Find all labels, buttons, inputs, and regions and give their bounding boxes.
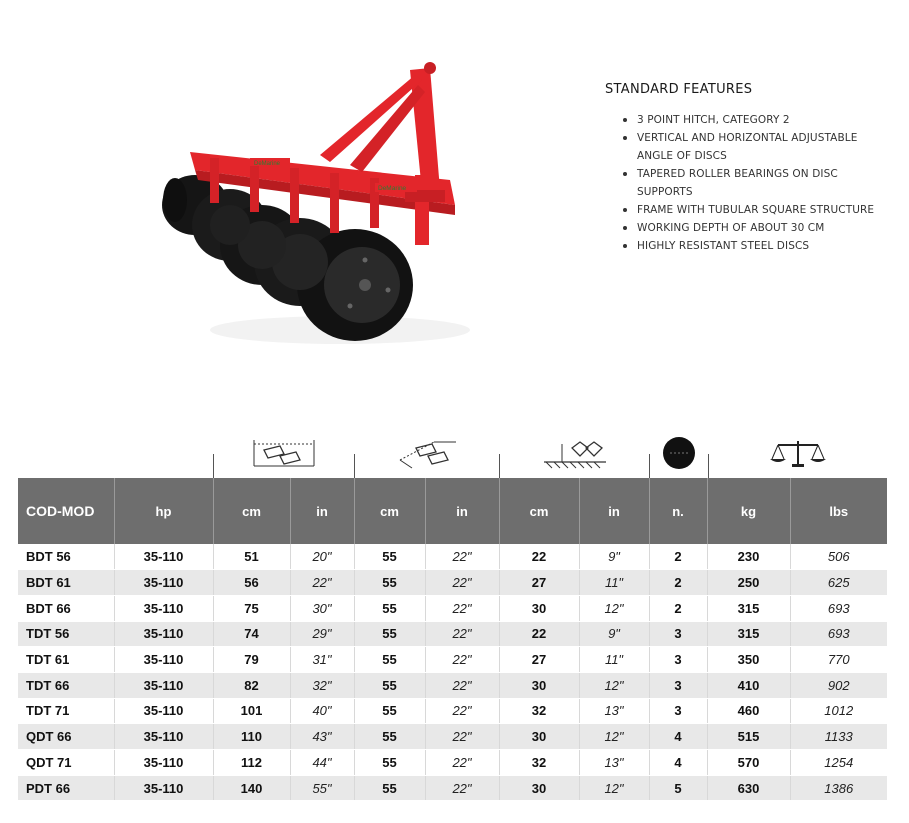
table-cell: 22" <box>425 775 499 801</box>
table-cell: 79 <box>213 647 290 673</box>
table-row <box>18 544 887 570</box>
column-header: cm <box>354 478 425 544</box>
table-cell: 12" <box>579 672 649 698</box>
model-code-cell: BDT 61 <box>18 570 114 596</box>
table-cell: 250 <box>707 570 790 596</box>
table-cell: 515 <box>707 724 790 750</box>
feature-item: HIGHLY RESISTANT STEEL DISCS <box>623 237 895 255</box>
working-depth-icon <box>500 428 649 478</box>
feature-item: FRAME WITH TUBULAR SQUARE STRUCTURE <box>623 201 895 219</box>
table-cell: 902 <box>790 672 887 698</box>
table-cell: 630 <box>707 775 790 801</box>
table-cell: 3 <box>649 647 707 673</box>
table-row <box>18 647 887 673</box>
column-header: hp <box>114 478 213 544</box>
table-cell: 315 <box>707 595 790 621</box>
table-cell: 30 <box>499 672 579 698</box>
table-cell: 625 <box>790 570 887 596</box>
table-row <box>18 570 887 596</box>
table-row <box>18 621 887 647</box>
table-cell: 22" <box>290 570 354 596</box>
table-cell: 35-110 <box>114 544 213 570</box>
table-row <box>18 750 887 776</box>
feature-item: WORKING DEPTH OF ABOUT 30 CM <box>623 219 895 237</box>
table-cell: 12" <box>579 724 649 750</box>
table-cell: 44" <box>290 750 354 776</box>
table-cell: 55 <box>354 570 425 596</box>
table-header-row <box>18 478 887 544</box>
model-code-cell: TDT 61 <box>18 647 114 673</box>
table-cell: 55 <box>354 724 425 750</box>
spec-table <box>18 478 887 801</box>
model-code-cell: BDT 56 <box>18 544 114 570</box>
table-cell: 56 <box>213 570 290 596</box>
table-cell: 13" <box>579 750 649 776</box>
model-code-cell: TDT 71 <box>18 698 114 724</box>
table-cell: 35-110 <box>114 775 213 801</box>
table-cell: 693 <box>790 595 887 621</box>
table-cell: 22" <box>425 750 499 776</box>
table-cell: 35-110 <box>114 621 213 647</box>
table-cell: 1254 <box>790 750 887 776</box>
column-header: in <box>290 478 354 544</box>
table-cell: 4 <box>649 724 707 750</box>
table-cell: 55 <box>354 544 425 570</box>
table-cell: 22" <box>425 672 499 698</box>
table-cell: 5 <box>649 775 707 801</box>
table-cell: 55 <box>354 775 425 801</box>
table-cell: 22 <box>499 621 579 647</box>
model-code-cell: QDT 71 <box>18 750 114 776</box>
table-cell: 55 <box>354 647 425 673</box>
table-cell: 3 <box>649 672 707 698</box>
table-cell: 693 <box>790 621 887 647</box>
feature-item: VERTICAL AND HORIZONTAL ADJUSTABLE ANGLE OF DISCS <box>623 129 895 165</box>
column-header: kg <box>707 478 790 544</box>
features-title: STANDARD FEATURES <box>605 82 753 97</box>
table-cell: 110 <box>213 724 290 750</box>
table-cell: 55" <box>290 775 354 801</box>
table-cell: 140 <box>213 775 290 801</box>
table-cell: 3 <box>649 621 707 647</box>
table-cell: 55 <box>354 750 425 776</box>
table-cell: 22" <box>425 724 499 750</box>
table-cell: 75 <box>213 595 290 621</box>
weight-scale-icon <box>709 428 887 478</box>
table-cell: 12" <box>579 595 649 621</box>
table-cell: 35-110 <box>114 724 213 750</box>
model-code-cell: BDT 66 <box>18 595 114 621</box>
table-cell: 55 <box>354 621 425 647</box>
table-cell: 31" <box>290 647 354 673</box>
table-cell: 770 <box>790 647 887 673</box>
table-cell: 11" <box>579 647 649 673</box>
table-cell: 82 <box>213 672 290 698</box>
table-cell: 35-110 <box>114 647 213 673</box>
column-header: in <box>425 478 499 544</box>
table-cell: 30 <box>499 595 579 621</box>
table-row <box>18 672 887 698</box>
table-cell: 32 <box>499 698 579 724</box>
table-cell: 22" <box>425 647 499 673</box>
table-cell: 32 <box>499 750 579 776</box>
model-code-cell: TDT 56 <box>18 621 114 647</box>
table-cell: 2 <box>649 570 707 596</box>
table-cell: 11" <box>579 570 649 596</box>
model-code-cell: TDT 66 <box>18 672 114 698</box>
spec-icon-row <box>18 428 887 478</box>
table-cell: 35-110 <box>114 698 213 724</box>
table-cell: 35-110 <box>114 750 213 776</box>
table-cell: 3 <box>649 698 707 724</box>
table-cell: 22" <box>425 595 499 621</box>
table-cell: 12" <box>579 775 649 801</box>
table-cell: 22" <box>425 698 499 724</box>
table-cell: 55 <box>354 595 425 621</box>
table-cell: 506 <box>790 544 887 570</box>
table-cell: 13" <box>579 698 649 724</box>
disc-angle-icon <box>355 428 499 478</box>
column-header: COD-MOD <box>18 478 114 544</box>
table-cell: 30 <box>499 724 579 750</box>
table-cell: 22 <box>499 544 579 570</box>
table-cell: 2 <box>649 595 707 621</box>
table-cell: 29" <box>290 621 354 647</box>
table-cell: 74 <box>213 621 290 647</box>
table-cell: 410 <box>707 672 790 698</box>
table-cell: 22" <box>425 544 499 570</box>
table-row <box>18 698 887 724</box>
table-cell: 27 <box>499 647 579 673</box>
table-cell: 9" <box>579 621 649 647</box>
table-cell: 1386 <box>790 775 887 801</box>
column-header: cm <box>213 478 290 544</box>
table-cell: 27 <box>499 570 579 596</box>
table-cell: 1012 <box>790 698 887 724</box>
disc-plough-illustration <box>150 40 480 350</box>
table-cell: 30 <box>499 775 579 801</box>
table-cell: 51 <box>213 544 290 570</box>
feature-item: TAPERED ROLLER BEARINGS ON DISC SUPPORTS <box>623 165 895 201</box>
table-cell: 350 <box>707 647 790 673</box>
table-cell: 460 <box>707 698 790 724</box>
table-cell: 22" <box>425 570 499 596</box>
table-row <box>18 724 887 750</box>
table-cell: 20" <box>290 544 354 570</box>
table-cell: 570 <box>707 750 790 776</box>
model-code-cell: QDT 66 <box>18 724 114 750</box>
features-list <box>605 111 895 255</box>
working-width-icon <box>214 428 354 478</box>
table-cell: 35-110 <box>114 595 213 621</box>
column-header: lbs <box>790 478 887 544</box>
brand-label: DeMarine <box>254 161 281 167</box>
table-cell: 4 <box>649 750 707 776</box>
table-row <box>18 595 887 621</box>
column-header: in <box>579 478 649 544</box>
table-cell: 30" <box>290 595 354 621</box>
column-header: cm <box>499 478 579 544</box>
table-cell: 2 <box>649 544 707 570</box>
brand-label-front: DeMarine <box>378 185 407 192</box>
feature-item: 3 POINT HITCH, CATEGORY 2 <box>623 111 895 129</box>
disc-count-icon <box>650 428 708 478</box>
table-cell: 35-110 <box>114 570 213 596</box>
column-header: n. <box>649 478 707 544</box>
table-cell: 315 <box>707 621 790 647</box>
table-row <box>18 775 887 801</box>
table-cell: 22" <box>425 621 499 647</box>
table-cell: 32" <box>290 672 354 698</box>
spec-table-body <box>18 544 887 801</box>
table-cell: 35-110 <box>114 672 213 698</box>
table-cell: 101 <box>213 698 290 724</box>
table-cell: 55 <box>354 672 425 698</box>
table-cell: 112 <box>213 750 290 776</box>
model-code-cell: PDT 66 <box>18 775 114 801</box>
table-cell: 230 <box>707 544 790 570</box>
table-cell: 40" <box>290 698 354 724</box>
table-cell: 55 <box>354 698 425 724</box>
table-cell: 1133 <box>790 724 887 750</box>
table-cell: 43" <box>290 724 354 750</box>
table-cell: 9" <box>579 544 649 570</box>
standard-features <box>605 82 895 255</box>
